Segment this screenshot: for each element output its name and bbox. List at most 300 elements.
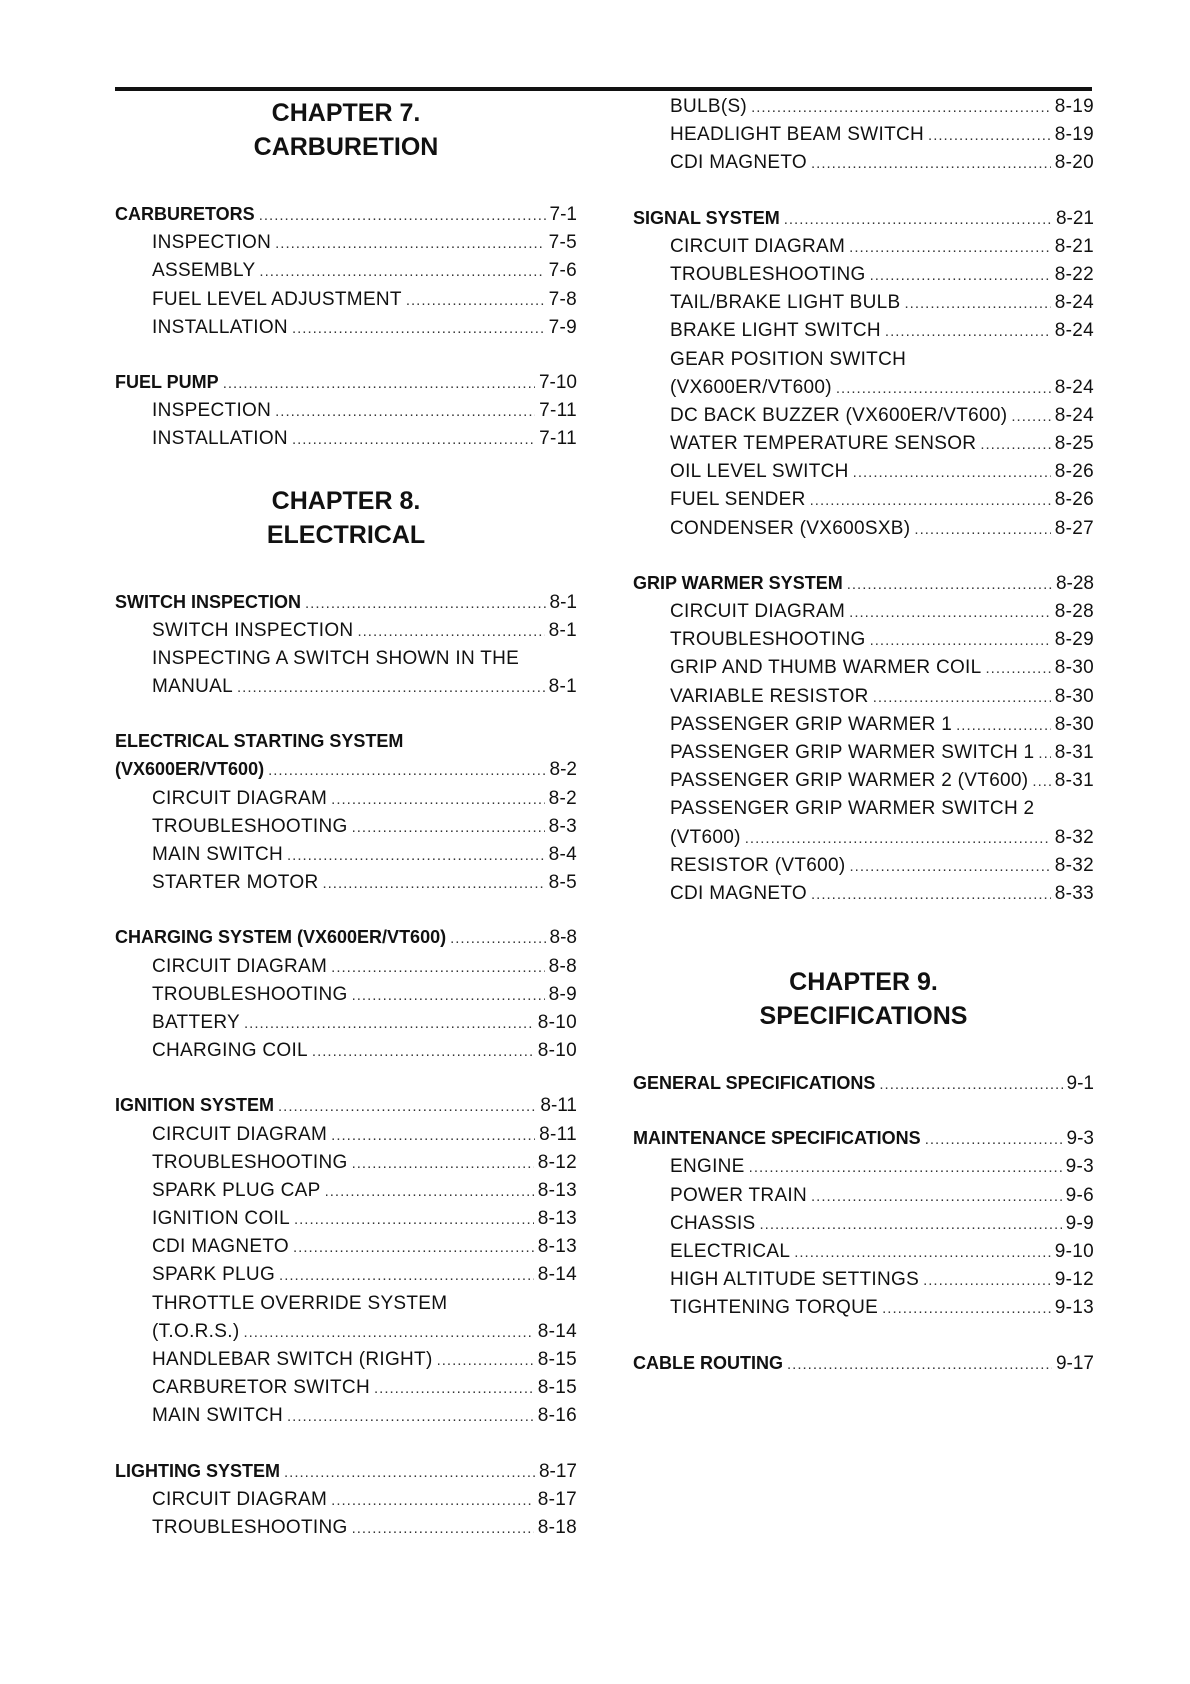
toc-section-entry[interactable] <box>115 1461 577 1489</box>
toc-subsection-entry[interactable] <box>115 400 577 428</box>
toc-entry-label: GRIP AND THUMB WARMER COIL <box>670 657 982 679</box>
toc-entry-label: SWITCH INSPECTION <box>115 591 302 612</box>
dot-leader <box>850 858 1051 875</box>
dot-leader <box>237 679 545 696</box>
toc-subsection-entry[interactable] <box>115 1517 577 1545</box>
dot-leader <box>870 632 1051 649</box>
toc-entry-page: 7-11 <box>539 400 577 422</box>
spacer <box>115 900 577 927</box>
spacer <box>115 1434 577 1461</box>
toc-entry-page: 8-20 <box>1054 152 1094 174</box>
toc-entry-page: 8-27 <box>1054 517 1094 539</box>
toc-entry-page: 9-17 <box>1055 1352 1094 1374</box>
toc-subsection-entry[interactable] <box>115 648 577 676</box>
toc-entry-label: INSPECTION <box>152 400 272 422</box>
toc-entry-label: TROUBLESHOOTING <box>152 1516 348 1538</box>
toc-entry-label: OIL LEVEL SWITCH <box>670 461 849 483</box>
toc-entry-label: CDI MAGNETO <box>670 152 808 174</box>
toc-subsection-entry[interactable] <box>115 788 577 816</box>
dot-leader <box>870 267 1051 284</box>
chapter-title: ELECTRICAL <box>266 520 426 549</box>
toc-subsection-entry[interactable] <box>633 742 1094 770</box>
toc-entry-label: MAIN SWITCH <box>152 1405 284 1427</box>
toc-entry-label: SIGNAL SYSTEM <box>633 207 780 228</box>
toc-entry-page: 9-3 <box>1066 1128 1094 1150</box>
toc-entry-label: ENGINE <box>670 1156 745 1178</box>
toc-subsection-entry[interactable] <box>633 236 1094 264</box>
toc-entry-page: 8-26 <box>1054 461 1094 483</box>
toc-entry-label: INSPECTION <box>152 232 272 254</box>
dot-leader <box>985 660 1050 677</box>
toc-entry-label: INSTALLATION <box>152 316 288 338</box>
toc-entry-page: 8-31 <box>1054 741 1094 763</box>
dot-leader <box>305 595 546 612</box>
toc-section-entry[interactable] <box>633 1073 1094 1101</box>
toc-subsection-entry[interactable] <box>115 317 577 345</box>
dot-leader <box>223 375 535 392</box>
toc-entry-page: 8-19 <box>1054 124 1094 146</box>
toc-section-entry[interactable] <box>115 927 577 955</box>
chapter-heading <box>115 96 577 164</box>
dot-leader <box>352 1155 534 1172</box>
dot-leader <box>284 1464 535 1481</box>
dot-leader <box>879 1076 1062 1093</box>
toc-section-entry[interactable] <box>115 592 577 620</box>
toc-entry-page: 8-11 <box>540 1095 577 1117</box>
toc-subsection-entry[interactable] <box>115 984 577 1012</box>
toc-subsection-entry[interactable] <box>633 770 1094 798</box>
dot-leader <box>849 239 1051 256</box>
toc-entry-label: CIRCUIT DIAGRAM <box>152 787 328 809</box>
toc-section-entry[interactable] <box>633 1353 1094 1381</box>
dot-leader <box>278 1098 536 1115</box>
toc-entry-label: CIRCUIT DIAGRAM <box>152 1123 328 1145</box>
dot-leader <box>885 323 1051 340</box>
toc-entry-label: SPARK PLUG <box>152 1264 276 1286</box>
toc-subsection-entry[interactable] <box>115 260 577 288</box>
toc-subsection-entry[interactable] <box>633 657 1094 685</box>
toc-entry-page: 8-24 <box>1054 376 1094 398</box>
dot-leader <box>749 1159 1062 1176</box>
toc-entry-page: 8-21 <box>1054 235 1094 257</box>
dot-leader <box>293 1239 534 1256</box>
toc-entry-label: IGNITION SYSTEM <box>115 1095 275 1116</box>
toc-subsection-entry[interactable] <box>115 428 577 456</box>
toc-entry-page: 8-2 <box>548 787 577 809</box>
toc-entry-label: TROUBLESHOOTING <box>152 983 348 1005</box>
spacer <box>633 546 1094 573</box>
dot-leader <box>259 263 544 280</box>
toc-subsection-entry[interactable] <box>633 855 1094 883</box>
spacer <box>633 911 1094 938</box>
toc-entry-page: 9-3 <box>1065 1156 1094 1178</box>
top-rule <box>115 87 1092 91</box>
spacer <box>115 164 577 204</box>
toc-entry-page: 8-15 <box>537 1377 577 1399</box>
toc-left-column <box>115 96 577 1545</box>
toc-entry-label: CIRCUIT DIAGRAM <box>152 955 328 977</box>
toc-entry-page: 7-8 <box>548 288 577 310</box>
toc-subsection-entry[interactable] <box>115 956 577 984</box>
toc-entry-page: 8-17 <box>538 1460 577 1482</box>
toc-subsection-entry[interactable] <box>633 827 1094 855</box>
dot-leader <box>873 689 1051 706</box>
toc-entry-page: 8-25 <box>1054 433 1094 455</box>
toc-entry-label: CARBURETOR SWITCH <box>152 1377 370 1399</box>
toc-entry-label: LIGHTING SYSTEM <box>115 1460 281 1481</box>
dot-leader <box>794 1244 1051 1261</box>
toc-entry-label: CIRCUIT DIAGRAM <box>670 235 846 257</box>
dot-leader <box>275 403 535 420</box>
toc-subsection-entry[interactable] <box>633 714 1094 742</box>
toc-subsection-entry[interactable] <box>115 1180 577 1208</box>
toc-section-entry[interactable] <box>633 1128 1094 1156</box>
dot-leader <box>294 1211 534 1228</box>
toc-subsection-entry[interactable] <box>115 1124 577 1152</box>
toc-subsection-entry[interactable] <box>115 289 577 317</box>
toc-entry-label: SPARK PLUG CAP <box>152 1179 321 1201</box>
toc-entry-page: 7-10 <box>538 371 577 393</box>
toc-entry-label: ELECTRICAL STARTING SYSTEM <box>115 731 404 752</box>
toc-entry-label: HANDLEBAR SWITCH (RIGHT) <box>152 1349 433 1370</box>
toc-entry-label: FUEL PUMP <box>115 371 219 392</box>
toc-entry-label: MAIN SWITCH <box>152 844 284 865</box>
toc-subsection-entry[interactable] <box>115 1208 577 1236</box>
dot-leader <box>811 1188 1062 1205</box>
toc-entry-label: MAINTENANCE SPECIFICATIONS <box>633 1128 921 1149</box>
toc-entry-page: 8-30 <box>1054 657 1094 679</box>
toc-entry-page: 8-8 <box>548 955 577 977</box>
dot-leader <box>331 791 544 808</box>
spacer <box>633 938 1094 965</box>
toc-entry-label: CHARGING SYSTEM (VX600ER/VT600) <box>115 927 447 948</box>
toc-subsection-entry[interactable] <box>633 629 1094 657</box>
toc-entry-label: TIGHTENING TORQUE <box>670 1297 879 1319</box>
toc-entry-label: HEADLIGHT BEAM SWITCH <box>670 124 925 146</box>
toc-entry-page: 7-6 <box>548 260 577 282</box>
toc-subsection-entry[interactable] <box>115 816 577 844</box>
toc-subsection-entry[interactable] <box>633 124 1094 152</box>
toc-subsection-entry[interactable] <box>115 1489 577 1517</box>
toc-entry-page: 8-13 <box>537 1179 577 1201</box>
toc-entry-page: 8-21 <box>1055 207 1094 229</box>
dot-leader <box>287 1408 534 1425</box>
toc-entry-page: 7-11 <box>539 428 577 450</box>
toc-subsection-entry[interactable] <box>633 798 1094 826</box>
toc-subsection-entry[interactable] <box>633 883 1094 911</box>
toc-subsection-entry[interactable] <box>115 1012 577 1040</box>
toc-entry-page: 8-16 <box>537 1405 577 1427</box>
toc-subsection-entry[interactable] <box>115 676 577 704</box>
toc-entry-page: 8-3 <box>548 815 577 837</box>
toc-entry-page: 8-24 <box>1054 404 1094 426</box>
toc-entry-label: (VX600ER/VT600) <box>115 759 265 780</box>
toc-subsection-entry[interactable] <box>633 1185 1094 1213</box>
dot-leader <box>849 604 1051 621</box>
dot-leader <box>312 1043 534 1060</box>
dot-leader <box>331 1492 534 1509</box>
toc-entry-page: 8-22 <box>1054 263 1094 285</box>
toc-entry-page: 8-2 <box>549 759 577 781</box>
spacer <box>633 1326 1094 1353</box>
toc-subsection-entry[interactable] <box>633 377 1094 405</box>
chapter-number: CHAPTER 9. <box>789 968 938 997</box>
toc-entry-page: 8-30 <box>1054 685 1094 707</box>
dot-leader <box>331 959 544 976</box>
dot-leader <box>811 886 1051 903</box>
toc-entry-page: 8-28 <box>1055 572 1094 594</box>
toc-entry-page: 8-29 <box>1054 629 1094 651</box>
dot-leader <box>745 830 1051 847</box>
spacer <box>115 704 577 731</box>
spacer <box>115 1068 577 1095</box>
dot-leader <box>836 380 1051 397</box>
toc-subsection-entry[interactable] <box>115 1293 577 1321</box>
dot-leader <box>956 717 1051 734</box>
toc-subsection-entry[interactable] <box>115 844 577 872</box>
toc-section-entry[interactable] <box>633 208 1094 236</box>
toc-entry-label: CONDENSER (VX600SXB) <box>670 517 911 539</box>
dot-leader <box>928 127 1051 144</box>
dot-leader <box>853 464 1051 481</box>
toc-entry-page: 8-10 <box>537 1040 577 1062</box>
toc-entry-page: 8-32 <box>1054 826 1094 848</box>
toc-entry-label: GEAR POSITION SWITCH <box>670 348 907 370</box>
toc-entry-label: ASSEMBLY <box>152 260 256 282</box>
dot-leader <box>322 875 544 892</box>
toc-entry-page: 8-24 <box>1054 292 1094 314</box>
toc-entry-label: VARIABLE RESISTOR <box>670 685 869 707</box>
toc-entry-page: 8-9 <box>548 983 577 1005</box>
toc-entry-page: 8-13 <box>537 1236 577 1258</box>
toc-entry-page: 8-10 <box>537 1011 577 1033</box>
toc-entry-label: DC BACK BUZZER (VX600ER/VT600) <box>670 404 1008 426</box>
toc-subsection-entry[interactable] <box>633 349 1094 377</box>
toc-entry-label: HIGH ALTITUDE SETTINGS <box>670 1269 920 1291</box>
toc-entry-page: 8-32 <box>1054 854 1094 876</box>
dot-leader <box>352 819 545 836</box>
toc-entry-page: 9-6 <box>1065 1184 1094 1206</box>
toc-subsection-entry[interactable] <box>115 1040 577 1068</box>
dot-leader <box>275 235 545 252</box>
toc-subsection-entry[interactable] <box>115 1349 577 1377</box>
spacer <box>633 1033 1094 1073</box>
toc-subsection-entry[interactable] <box>115 1236 577 1264</box>
dot-leader <box>268 762 545 779</box>
toc-subsection-entry[interactable] <box>633 686 1094 714</box>
toc-entry-page: 8-17 <box>537 1488 577 1510</box>
toc-entry-label: PASSENGER GRIP WARMER 1 <box>670 713 953 735</box>
toc-subsection-entry[interactable] <box>633 96 1094 124</box>
dot-leader <box>259 207 546 224</box>
toc-subsection-entry[interactable] <box>633 1156 1094 1184</box>
toc-entry-page: 8-1 <box>548 619 577 641</box>
toc-entry-label: BULB(S) <box>670 96 748 117</box>
dot-leader <box>292 431 535 448</box>
toc-entry-label: BATTERY <box>152 1011 240 1033</box>
toc-subsection-entry[interactable] <box>115 1405 577 1433</box>
toc-entry-label: TROUBLESHOOTING <box>670 263 866 285</box>
toc-subsection-entry[interactable] <box>633 1241 1094 1269</box>
toc-entry-page: 8-26 <box>1054 489 1094 511</box>
dot-leader <box>787 1356 1052 1373</box>
dot-leader <box>760 1216 1062 1233</box>
toc-entry-label: TROUBLESHOOTING <box>670 629 866 651</box>
toc-subsection-entry[interactable] <box>633 292 1094 320</box>
toc-entry-page: 7-9 <box>548 316 577 338</box>
toc-entry-label: INSTALLATION <box>152 428 288 450</box>
dot-leader <box>352 1520 534 1537</box>
toc-entry-page: 8-14 <box>537 1264 577 1286</box>
dot-leader <box>882 1300 1051 1317</box>
toc-entry-label: TROUBLESHOOTING <box>152 815 348 837</box>
toc-section-entry[interactable] <box>115 731 577 759</box>
toc-entry-page: 8-33 <box>1054 882 1094 904</box>
dot-leader <box>923 1272 1051 1289</box>
toc-entry-label: POWER TRAIN <box>670 1184 808 1206</box>
toc-entry-label: TROUBLESHOOTING <box>152 1151 348 1173</box>
toc-entry-label: CARBURETORS <box>115 204 255 224</box>
dot-leader <box>1038 745 1050 762</box>
chapter-heading <box>115 484 577 552</box>
toc-subsection-entry[interactable] <box>633 1213 1094 1241</box>
toc-subsection-entry[interactable] <box>633 461 1094 489</box>
dot-leader <box>847 576 1052 593</box>
toc-entry-label: FUEL SENDER <box>670 489 806 511</box>
toc-entry-label: PASSENGER GRIP WARMER 2 (VT600) <box>670 770 1029 792</box>
toc-subsection-entry[interactable] <box>633 489 1094 517</box>
toc-entry-label: BRAKE LIGHT SWITCH <box>670 320 881 342</box>
spacer <box>633 1101 1094 1128</box>
toc-entry-label: FUEL LEVEL ADJUSTMENT <box>152 288 402 310</box>
chapter-number: CHAPTER 8. <box>271 486 421 515</box>
dot-leader <box>437 1352 534 1369</box>
toc-entry-label: TAIL/BRAKE LIGHT BULB <box>670 292 901 314</box>
toc-subsection-entry[interactable] <box>633 1269 1094 1297</box>
toc-entry-label: CDI MAGNETO <box>152 1236 290 1258</box>
toc-entry-label: SWITCH INSPECTION <box>152 619 354 641</box>
toc-entry-page: 8-31 <box>1054 770 1094 792</box>
spacer <box>633 181 1094 208</box>
toc-entry-page: 8-4 <box>548 844 577 865</box>
dot-leader <box>352 987 545 1004</box>
toc-entry-page: 9-13 <box>1054 1297 1094 1319</box>
toc-subsection-entry[interactable] <box>115 872 577 900</box>
toc-subsection-entry[interactable] <box>115 1264 577 1292</box>
dot-leader <box>331 1127 535 1144</box>
toc-entry-label: ELECTRICAL <box>670 1241 791 1262</box>
toc-entry-page: 8-19 <box>1054 96 1094 117</box>
toc-entry-page: 8-5 <box>548 872 577 894</box>
toc-entry-page: 8-8 <box>549 927 577 949</box>
dot-leader <box>811 155 1051 172</box>
dot-leader <box>925 1131 1063 1148</box>
dot-leader <box>905 295 1051 312</box>
dot-leader <box>292 320 545 337</box>
toc-section-entry[interactable] <box>633 573 1094 601</box>
toc-subsection-entry[interactable] <box>633 264 1094 292</box>
toc-subsection-entry[interactable] <box>633 601 1094 629</box>
toc-entry-page: 9-12 <box>1054 1269 1094 1291</box>
toc-entry-label: THROTTLE OVERRIDE SYSTEM <box>152 1292 448 1314</box>
toc-section-entry[interactable] <box>115 204 577 232</box>
toc-entry-label: CABLE ROUTING <box>633 1352 783 1373</box>
toc-subsection-entry[interactable] <box>633 320 1094 348</box>
toc-subsection-entry[interactable] <box>115 1152 577 1180</box>
chapter-title: SPECIFICATIONS <box>759 1002 968 1031</box>
dot-leader <box>244 1015 534 1032</box>
dot-leader <box>1032 773 1050 790</box>
dot-leader <box>287 847 545 864</box>
toc-entry-page: 9-10 <box>1054 1241 1094 1262</box>
dot-leader <box>450 930 545 947</box>
toc-entry-page: 8-1 <box>548 676 577 698</box>
toc-entry-label: INSPECTING A SWITCH SHOWN IN THE <box>152 647 520 669</box>
dot-leader <box>980 436 1050 453</box>
toc-entry-label: PASSENGER GRIP WARMER SWITCH 2 <box>670 798 1035 820</box>
toc-entry-page: 8-24 <box>1054 320 1094 342</box>
toc-subsection-entry[interactable] <box>633 152 1094 180</box>
dot-leader <box>279 1267 534 1284</box>
toc-subsection-entry[interactable] <box>633 518 1094 546</box>
toc-entry-page: 8-11 <box>539 1123 577 1145</box>
toc-entry-label: CIRCUIT DIAGRAM <box>670 601 846 622</box>
dot-leader <box>810 492 1051 509</box>
toc-right-column <box>633 96 1094 1381</box>
toc-entry-label: IGNITION COIL <box>152 1208 290 1230</box>
toc-section-entry[interactable] <box>115 1095 577 1123</box>
toc-entry-page: 9-9 <box>1065 1212 1094 1234</box>
toc-entry-label: (VX600ER/VT600) <box>670 376 832 398</box>
toc-subsection-entry[interactable] <box>115 1321 577 1349</box>
toc-entry-page: 8-1 <box>549 591 577 613</box>
chapter-heading <box>633 965 1094 1033</box>
spacer <box>115 457 577 484</box>
toc-entry-label: (T.O.R.S.) <box>152 1320 240 1342</box>
toc-entry-page: 8-14 <box>537 1320 577 1342</box>
dot-leader <box>357 623 544 640</box>
toc-section-entry[interactable] <box>115 759 577 787</box>
toc-entry-page: 7-1 <box>549 204 577 225</box>
toc-entry-page: 8-28 <box>1054 601 1094 622</box>
toc-section-entry[interactable] <box>115 372 577 400</box>
dot-leader <box>751 99 1051 116</box>
toc-entry-label: (VT600) <box>670 826 741 848</box>
dot-leader <box>374 1380 534 1397</box>
dot-leader <box>243 1324 533 1341</box>
toc-entry-label: CHASSIS <box>670 1212 756 1234</box>
toc-subsection-entry[interactable] <box>115 1377 577 1405</box>
toc-entry-page: 7-5 <box>548 232 577 254</box>
chapter-number: CHAPTER 7. <box>271 99 421 127</box>
toc-entry-label: CDI MAGNETO <box>670 882 808 904</box>
dot-leader <box>406 292 545 309</box>
toc-entry-page: 8-30 <box>1054 713 1094 735</box>
toc-subsection-entry[interactable] <box>115 232 577 260</box>
dot-leader <box>914 521 1050 538</box>
toc-subsection-entry[interactable] <box>633 1297 1094 1325</box>
toc-subsection-entry[interactable] <box>633 405 1094 433</box>
toc-entry-page: 8-13 <box>537 1208 577 1230</box>
toc-entry-label: CHARGING COIL <box>152 1040 308 1062</box>
dot-leader <box>325 1183 534 1200</box>
dot-leader <box>784 211 1052 228</box>
toc-subsection-entry[interactable] <box>115 620 577 648</box>
toc-entry-label: GENERAL SPECIFICATIONS <box>633 1073 876 1094</box>
dot-leader <box>1011 408 1050 425</box>
toc-subsection-entry[interactable] <box>633 433 1094 461</box>
toc-entry-label: RESISTOR (VT600) <box>670 854 846 876</box>
